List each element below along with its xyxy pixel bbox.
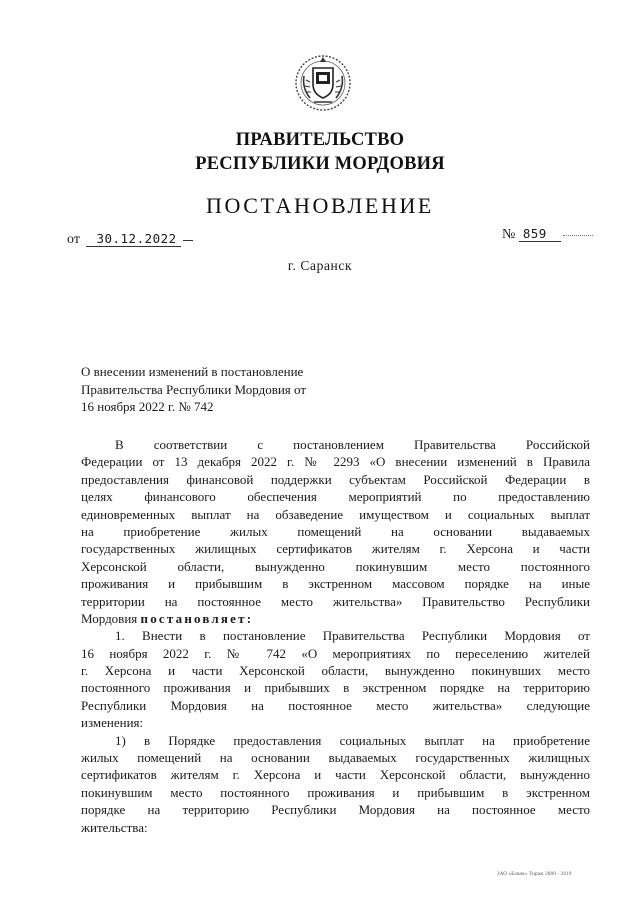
preamble-line: на приобретение жилых помещений на основании выдаваемых	[81, 523, 590, 539]
number-value: 859	[519, 226, 561, 242]
preamble-last-word: Мордовия	[81, 610, 138, 626]
city-name: г. Саранск	[287, 258, 353, 273]
document-number	[502, 226, 593, 243]
document-subject	[81, 363, 381, 416]
preamble-line: Федерации от 13 декабря 2022 г. № 2293 «О внесении изменений в Правила	[81, 454, 590, 470]
item1-line: 16 ноября 2022 г. № 742 «О мероприятиях по переселению жителей	[81, 645, 590, 661]
coat-of-arms-emblem	[292, 52, 354, 114]
subitem1-line: сертификатов жителям г. Херсона и части Херсонской области, вынужденно	[81, 767, 590, 783]
decree-word: постановляет:	[140, 610, 254, 626]
preamble-line: проживания и прибывшим в экстренном массовом порядке на иные	[81, 576, 590, 592]
subitem1-line: порядке на территорию Республики Мордовия на постоянное место	[81, 802, 590, 818]
subject-line: О внесении изменений в постановление	[81, 364, 304, 379]
item1-line: Республики Мордовия на постоянное место жительства» следующие	[81, 697, 590, 713]
government-name-line1: ПРАВИТЕЛЬСТВО	[235, 130, 405, 150]
preamble-line: целях финансового обеспечения мероприятий по предоставлению	[81, 489, 590, 505]
subitem1-line: покинувшим место постоянного проживания и прибывшим в экстренном	[81, 784, 590, 800]
preamble-line: В соответствии с постановлением Правительства Российской	[115, 437, 590, 452]
preamble-line: государственных жилищных сертификатов жителям г. Херсона и части	[81, 541, 590, 557]
preamble-line: Херсонской области, вынужденно покинувшим место постоянного	[81, 558, 590, 574]
date-underline-tail	[183, 240, 193, 241]
item1-line: г. Херсона и части Херсонской области, вынужденно покинувших место	[81, 663, 590, 679]
government-name-line2: РЕСПУБЛИКИ МОРДОВИЯ	[195, 154, 445, 174]
subitem1-line: жилых помещений на основании выдаваемых государственных жилищных	[81, 750, 590, 766]
item1-last-line: изменения:	[81, 715, 144, 731]
subitem1-last-line: жительства:	[81, 819, 148, 835]
date-value: 30.12.2022	[86, 231, 180, 247]
preamble-line: территории на постоянное место жительства» Правительство Республики	[81, 593, 590, 609]
print-mark: ЗАО «Бланк» Тираж 2000 · 2019	[497, 872, 572, 877]
document-date	[67, 231, 193, 248]
document-type-title: ПОСТАНОВЛЕНИЕ	[206, 193, 434, 218]
subitem1-line: 1) в Порядке предоставления социальных выплат на приобретение	[115, 732, 590, 748]
number-prefix: №	[502, 227, 516, 242]
subject-line: Правительства Республики Мордовия от	[81, 381, 307, 397]
document-body	[81, 436, 590, 836]
number-dotted-tail	[563, 235, 593, 236]
date-prefix: от	[67, 232, 80, 247]
preamble-last-line	[81, 610, 590, 627]
subject-line: 16 ноября 2022 г. № 742	[81, 399, 214, 414]
item1-line: 1. Внести в постановление Правительства Республики Мордовия от	[115, 628, 590, 644]
preamble-line: единовременных выплат на обзаведение имуществом и социальных выплат	[81, 506, 590, 522]
item1-line: постоянного проживания и прибывших в экстренном порядке на территорию	[81, 680, 590, 696]
preamble-line: предоставления финансовой поддержки субъектам Российской Федерации в	[81, 471, 590, 487]
